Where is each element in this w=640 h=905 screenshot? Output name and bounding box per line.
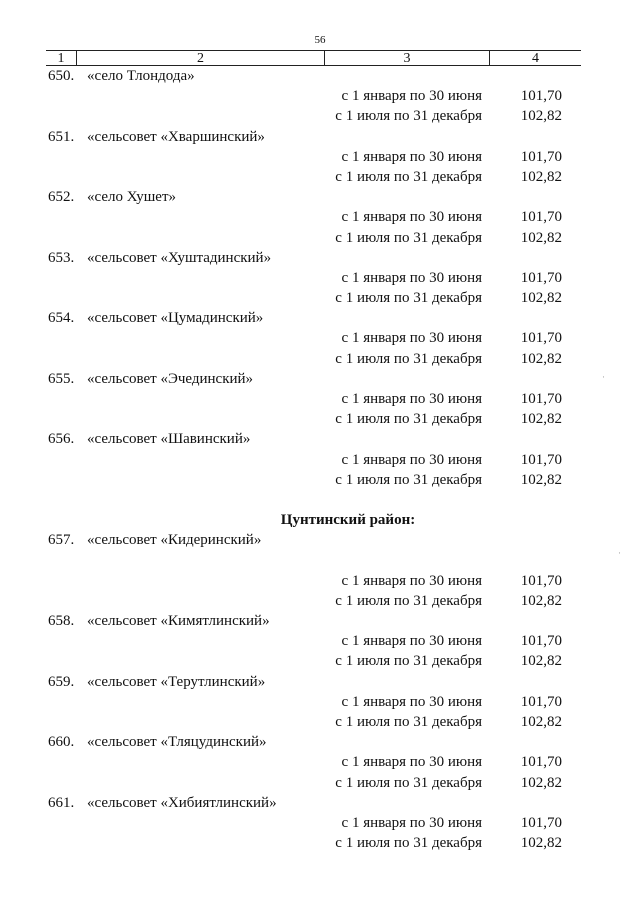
entry-number: 650. — [48, 68, 75, 84]
period-row — [0, 86, 640, 106]
period-text: с 1 июля по 31 декабря — [335, 471, 482, 488]
entry-name: «сельсовет «Тляцудинский» — [87, 734, 267, 751]
period-text: с 1 июля по 31 декабря — [335, 714, 482, 730]
period-text: с 1 июля по 31 декабря — [335, 411, 482, 428]
entry-row — [0, 672, 640, 692]
district-heading: Цунтинский район: — [280, 512, 416, 529]
entry-name: «село Хушет» — [87, 189, 177, 206]
header-col-2: 2 — [197, 51, 204, 66]
period-text: с 1 января по 30 июня — [341, 754, 482, 771]
period-value: 102,82 — [520, 835, 562, 852]
period-value: 102,82 — [520, 411, 562, 428]
header-col-3: 3 — [403, 51, 411, 66]
entry-row — [0, 793, 640, 813]
entry-name: «сельсовет «Хваршинский» — [87, 128, 265, 145]
period-row — [0, 328, 640, 348]
period-row — [0, 631, 640, 651]
period-value: 101,70 — [520, 451, 562, 468]
page-number: 56 — [314, 34, 326, 46]
entry-name: «сельсовет «Хибиятлинский» — [87, 794, 277, 811]
period-row — [0, 833, 640, 853]
entry-row — [0, 127, 640, 147]
period-value: 101,70 — [520, 754, 562, 771]
period-row — [0, 712, 640, 732]
period-value: 101,70 — [520, 572, 562, 589]
entry-number: 661. — [48, 794, 75, 811]
period-text: с 1 января по 30 июня — [341, 391, 482, 407]
period-value: 101,70 — [520, 633, 562, 650]
entry-name: «сельсовет «Шавинский» — [87, 431, 251, 448]
period-text: с 1 января по 30 июня — [341, 451, 482, 468]
period-text: с 1 января по 30 июня — [341, 633, 482, 650]
period-value: 102,82 — [520, 350, 562, 367]
period-row — [0, 147, 640, 167]
period-text: с 1 января по 30 июня — [341, 572, 482, 589]
entry-number: 657. — [48, 532, 75, 549]
header-col-4: 4 — [532, 51, 539, 66]
period-value: 102,82 — [520, 108, 562, 125]
period-row — [0, 651, 640, 671]
period-row — [0, 349, 640, 369]
period-row — [0, 106, 640, 126]
period-row — [0, 752, 640, 772]
period-text: с 1 января по 30 июня — [341, 88, 482, 105]
period-value: 101,70 — [520, 88, 562, 105]
period-value: 102,82 — [520, 290, 562, 307]
period-text: с 1 июля по 31 декабря — [335, 835, 482, 852]
period-value: 101,70 — [520, 148, 562, 165]
period-value: 102,82 — [520, 229, 562, 246]
period-text: с 1 января по 30 июня — [341, 269, 482, 286]
period-text: с 1 июля по 31 декабря — [335, 653, 482, 670]
entry-row — [0, 429, 640, 449]
blank-row — [0, 551, 640, 571]
period-text: с 1 июля по 31 декабря — [335, 350, 482, 367]
blank-row — [0, 490, 640, 510]
period-text: с 1 января по 30 июня — [341, 693, 482, 710]
period-text: с 1 января по 30 июня — [341, 330, 482, 347]
entry-name: «сельсовет «Терутлинский» — [87, 673, 266, 690]
entry-number: 659. — [48, 673, 75, 690]
period-row — [0, 389, 640, 409]
entry-row — [0, 187, 640, 207]
period-row — [0, 167, 640, 187]
period-value: 102,82 — [520, 471, 562, 488]
period-row — [0, 773, 640, 793]
period-row — [0, 470, 640, 490]
period-text: с 1 июля по 31 декабря — [335, 229, 482, 246]
period-text: с 1 июля по 31 декабря — [335, 774, 482, 791]
period-text: с 1 июля по 31 декабря — [335, 168, 482, 185]
period-value: 101,70 — [520, 693, 562, 710]
table-header — [46, 50, 581, 66]
period-value: 102,82 — [520, 168, 562, 185]
entry-name: «сельсовет «Кимятлинский» — [87, 613, 270, 630]
scan-mark: · — [602, 372, 605, 382]
period-row — [0, 591, 640, 611]
period-value: 102,82 — [520, 774, 562, 791]
header-col-1: 1 — [57, 51, 65, 66]
entry-name: «сельсовет «Эчединский» — [87, 370, 254, 387]
entry-row — [0, 66, 640, 86]
period-row — [0, 571, 640, 591]
period-value: 101,70 — [520, 814, 562, 831]
period-value: 101,70 — [520, 330, 562, 347]
entry-name: «сельсовет «Хуштадинский» — [87, 249, 272, 266]
entry-number: 658. — [48, 613, 75, 630]
period-value: 102,82 — [520, 714, 562, 730]
table-body — [0, 66, 640, 853]
period-value: 102,82 — [520, 653, 562, 670]
entry-number: 654. — [48, 310, 75, 327]
period-text: с 1 июля по 31 декабря — [335, 108, 482, 125]
entry-number: 652. — [48, 189, 75, 206]
entry-name: «село Тлондода» — [87, 68, 195, 84]
entry-row — [0, 248, 640, 268]
period-row — [0, 409, 640, 429]
entry-name: «сельсовет «Цумадинский» — [87, 310, 264, 327]
entry-row — [0, 308, 640, 328]
period-value: 101,70 — [520, 209, 562, 226]
entry-row — [0, 611, 640, 631]
entry-row — [0, 369, 640, 389]
period-row — [0, 207, 640, 227]
period-value: 102,82 — [520, 592, 562, 609]
period-text: с 1 января по 30 июня — [341, 209, 482, 226]
period-row — [0, 288, 640, 308]
entry-number: 655. — [48, 370, 75, 387]
period-row — [0, 228, 640, 248]
period-row — [0, 813, 640, 833]
entry-number: 656. — [48, 431, 75, 448]
entry-number: 660. — [48, 734, 75, 751]
period-value: 101,70 — [520, 269, 562, 286]
entry-row — [0, 530, 640, 550]
period-text: с 1 января по 30 июня — [341, 148, 482, 165]
period-text: с 1 января по 30 июня — [341, 814, 482, 831]
entry-row — [0, 732, 640, 752]
period-text: с 1 июля по 31 декабря — [335, 290, 482, 307]
entry-number: 651. — [48, 128, 75, 145]
entry-number: 653. — [48, 249, 75, 266]
scan-mark: · — [618, 548, 621, 558]
period-value: 101,70 — [520, 391, 562, 407]
period-text: с 1 июля по 31 декабря — [335, 592, 482, 609]
entry-name: «сельсовет «Кидеринский» — [87, 532, 262, 549]
period-row — [0, 268, 640, 288]
period-row — [0, 692, 640, 712]
period-row — [0, 450, 640, 470]
